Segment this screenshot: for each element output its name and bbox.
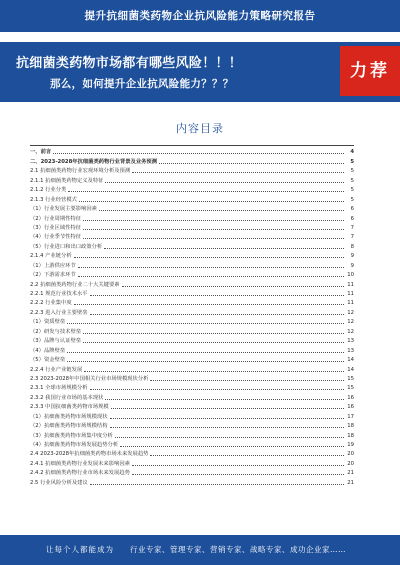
toc-leader-dots [159, 163, 344, 164]
toc-entry-page: 15 [347, 375, 354, 382]
toc-entry-label: （2）研发与技术壁垒 [30, 328, 82, 335]
toc-entry[interactable] [30, 345, 354, 354]
toc-leader-dots [83, 333, 344, 334]
toc-title: 内容目录 [176, 122, 224, 135]
toc-entry-label: 2.2.3 进入行业主要壁垒 [30, 309, 88, 316]
toc-entry-page: 7 [350, 234, 354, 241]
toc-entry-label: （1）抗细菌类药物市场规模现状 [30, 413, 108, 420]
toc-entry[interactable] [30, 383, 354, 392]
toc-entry[interactable] [30, 175, 354, 184]
toc-entry-page: 19 [347, 442, 354, 448]
toc-entry-label: 2.5 行业风险分析及建议 [30, 479, 88, 486]
toc-entry-label: 2.3.3 中国抗细菌类药物市场规模 [30, 404, 109, 411]
toc-entry-page: 9 [350, 262, 354, 269]
toc-entry[interactable] [30, 213, 354, 222]
toc-leader-dots [99, 210, 344, 211]
toc-entry[interactable] [30, 421, 354, 430]
hero-subheadline: 那么，如何提升企业抗风险能力？？？ [50, 78, 234, 90]
toc-leader-dots [115, 437, 344, 438]
toc-leader-dots [83, 229, 344, 230]
toc-entry[interactable] [30, 145, 354, 156]
toc-entry[interactable] [30, 194, 354, 203]
toc-entry[interactable] [30, 468, 354, 477]
toc-entry[interactable] [30, 440, 354, 449]
toc-entry[interactable] [30, 241, 354, 250]
toc-entry[interactable] [30, 317, 354, 326]
toc-entry-page: 12 [347, 319, 354, 326]
toc-entry-label: 2.3.2 我国行业市场的基本现状 [30, 394, 104, 401]
toc-entry[interactable] [30, 430, 354, 439]
toc-entry-label: （5）资金壁垒 [30, 357, 66, 364]
toc-entry-label: 2.2.4 行业产业链发展 [30, 366, 83, 373]
report-title: 提升抗细菌类药物企业抗风险能力策略研究报告 [84, 10, 316, 22]
toc-entry-label: （1）行业发展主要影响因素 [30, 206, 97, 213]
toc-entry-label: 2.3 2023-2028年中国相关行业市场规模现状分析 [30, 375, 149, 382]
toc-entry-page: 18 [347, 423, 354, 430]
toc-entry-label: 2.1 抗细菌类药物行业宏观环境分析及预测 [30, 168, 131, 175]
toc-leader-dots [67, 352, 344, 353]
toc-entry-page: 13 [347, 338, 354, 345]
toc-leader-dots [111, 408, 344, 409]
toc-entry[interactable] [30, 232, 354, 241]
toc-entry-page: 5 [350, 168, 354, 175]
toc-leader-dots [105, 399, 344, 400]
toc-entry-page: 12 [347, 328, 354, 335]
toc-entry-label: （4）抗细菌类药物市场发展趋势分析 [30, 442, 119, 448]
toc-entry[interactable] [30, 156, 354, 165]
toc-entry-label: 2.1.1 抗细菌类药物定义及特征 [30, 177, 104, 184]
toc-entry[interactable] [30, 185, 354, 194]
toc-entry-page: 4 [350, 149, 354, 156]
toc-entry-label: 2.1.4 产业链分析 [30, 253, 72, 260]
toc-entry[interactable] [30, 166, 354, 175]
toc-entry-page: 21 [347, 470, 354, 477]
toc-entry-page: 13 [347, 347, 354, 354]
toc-entry[interactable] [30, 307, 354, 316]
toc-entry-label: （2）行业周期性特征 [30, 215, 82, 222]
toc-entry-page: 20 [347, 460, 354, 467]
toc-entry-label: 二、2023-2028年抗细菌类药物行业背景及业务预测 [30, 158, 158, 165]
toc-leader-dots [83, 238, 344, 239]
toc-entry-page: 8 [350, 243, 354, 250]
toc-entry-label: （5）行业进口和出口政策分析 [30, 243, 103, 250]
toc-entry[interactable] [30, 411, 354, 420]
toc-entry-label: （2）抗细菌类药物市场规模结构 [30, 423, 108, 430]
toc-entry[interactable] [30, 298, 354, 307]
toc-entry[interactable] [30, 326, 354, 335]
toc-entry[interactable] [30, 204, 354, 213]
toc-entry-label: 2.2.1 规范行业技术水平 [30, 291, 88, 297]
hero-headline: 抗细菌类药物市场都有哪些风险！！！ [16, 56, 243, 71]
toc-entry-page: 21 [347, 479, 354, 486]
toc-leader-dots [79, 201, 344, 202]
recommend-stamp: 力荐 [340, 46, 400, 96]
toc-leader-dots [122, 286, 344, 287]
toc-leader-dots [150, 380, 344, 381]
toc-entry[interactable] [30, 251, 354, 260]
toc-entry-page: 16 [347, 404, 354, 411]
toc-entry[interactable] [30, 223, 354, 232]
toc-leader-dots [84, 371, 344, 372]
toc-entry-page: 9 [350, 253, 354, 260]
report-title-banner [0, 0, 400, 32]
toc-entry-label: 2.1.3 行业经营模式 [30, 196, 77, 203]
toc-entry-page: 6 [350, 215, 354, 222]
toc-leader-dots [83, 220, 344, 221]
toc-leader-dots [150, 455, 344, 456]
toc-leader-dots [83, 342, 344, 343]
toc-entry-label: （4）行业季节性特征 [30, 234, 82, 241]
toc-entry-page: 12 [347, 309, 354, 316]
toc-leader-dots [132, 172, 344, 173]
toc-leader-dots [53, 153, 344, 154]
toc-entry-page: 18 [347, 432, 354, 439]
toc-leader-dots [90, 389, 344, 390]
toc-leader-dots [90, 295, 344, 296]
toc-entry-label: （1）资质壁垒 [30, 319, 66, 326]
table-of-contents [30, 145, 354, 487]
toc-entry-label: （2）下游需求环节 [30, 272, 76, 279]
toc-entry[interactable] [30, 364, 354, 373]
toc-leader-dots [78, 276, 344, 277]
toc-entry[interactable] [30, 449, 354, 458]
toc-entry-label: （3）抗细菌类药物市场集中度分析 [30, 432, 113, 439]
toc-leader-dots [67, 361, 344, 362]
toc-entry-label: 2.2 抗细菌类药物行业二十大关键要素 [30, 281, 120, 288]
toc-entry-page: 5 [350, 158, 354, 165]
toc-entry[interactable] [30, 279, 354, 288]
toc-leader-dots [132, 465, 344, 466]
toc-entry-label: 2.4.2 抗细菌类药物行业市场未来发展趋势 [30, 470, 130, 477]
toc-entry-label: 2.2.2 行业集中度 [30, 300, 72, 307]
footer-roles: 行业专家、管理专家、营销专家、战略专家、成功企业家…… [130, 545, 346, 554]
toc-entry[interactable] [30, 270, 354, 279]
toc-entry-label: 2.3.1 全球市场规模分析 [30, 385, 88, 392]
toc-leader-dots [132, 474, 344, 475]
toc-entry-page: 11 [347, 291, 354, 297]
toc-entry-page: 15 [347, 385, 354, 392]
toc-entry-page: 5 [350, 196, 354, 203]
toc-entry-page: 6 [350, 206, 354, 213]
footer-slogan: 让每个人都能成为 [46, 545, 114, 554]
toc-entry-page: 5 [350, 177, 354, 184]
toc-entry-label: 2.4 2023-2028年抗细菌类药物市场未来发展趋势 [30, 451, 149, 458]
toc-entry[interactable] [30, 402, 354, 411]
toc-entry-page: 11 [347, 281, 354, 288]
toc-leader-dots [104, 248, 344, 249]
toc-leader-dots [105, 182, 344, 183]
toc-leader-dots [110, 427, 344, 428]
toc-entry-page: 17 [347, 413, 354, 420]
toc-entry[interactable] [30, 458, 354, 467]
toc-leader-dots [120, 446, 344, 447]
toc-entry[interactable] [30, 374, 354, 383]
toc-entry[interactable] [30, 355, 354, 364]
toc-entry-label: （1）上游供应环节 [30, 262, 76, 269]
toc-entry[interactable] [30, 477, 354, 486]
toc-entry-page: 20 [347, 451, 354, 458]
toc-entry-label: （3）行业区域性特征 [30, 224, 82, 231]
toc-entry-page: 14 [347, 366, 354, 373]
toc-entry-label: （3）品牌与认证壁垒 [30, 338, 82, 345]
toc-leader-dots [67, 323, 344, 324]
toc-entry-page: 11 [347, 300, 354, 307]
footer-banner [0, 535, 400, 565]
toc-entry-page: 5 [350, 187, 354, 194]
toc-entry[interactable] [30, 392, 354, 401]
toc-entry-page: 16 [347, 394, 354, 401]
toc-leader-dots [110, 418, 344, 419]
toc-entry-label: 2.1.2 行业分类 [30, 187, 67, 194]
toc-leader-dots [74, 257, 344, 258]
toc-entry[interactable] [30, 260, 354, 269]
toc-entry[interactable] [30, 289, 354, 298]
toc-leader-dots [78, 267, 344, 268]
toc-leader-dots [90, 484, 344, 485]
toc-entry-label: 2.4.1 抗细菌类药物行业发展未来影响因素 [30, 460, 130, 467]
toc-entry-page: 14 [347, 357, 354, 364]
toc-entry[interactable] [30, 336, 354, 345]
toc-entry-page: 7 [350, 224, 354, 231]
toc-leader-dots [90, 314, 344, 315]
toc-entry-page: 10 [347, 272, 354, 279]
toc-entry-label: （4）品牌壁垒 [30, 347, 66, 354]
toc-entry-label: 一、前言 [30, 149, 52, 156]
toc-leader-dots [74, 304, 344, 305]
toc-leader-dots [68, 191, 344, 192]
